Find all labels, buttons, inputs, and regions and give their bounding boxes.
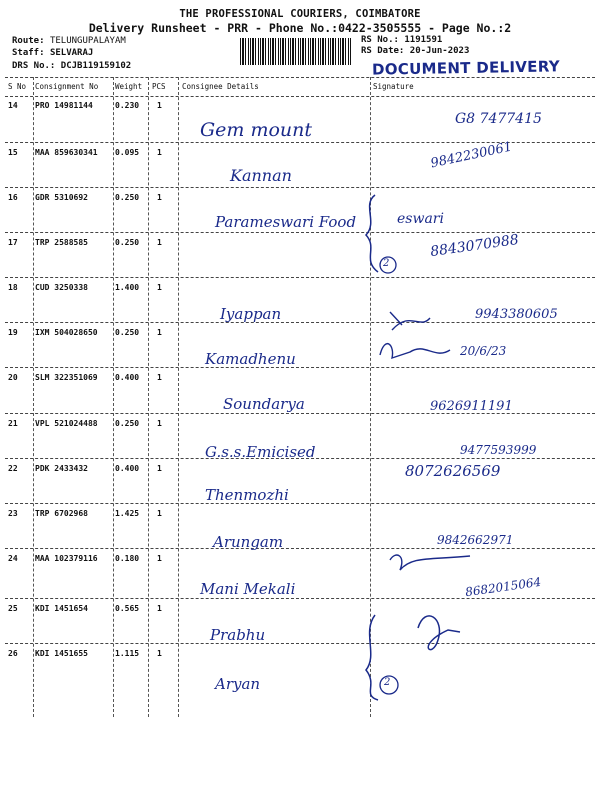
row-consignment: MAA 859630341: [35, 148, 98, 157]
row-pcs: 1: [157, 193, 162, 202]
row-sno: 20: [8, 373, 18, 382]
signature-phone: 9842662971: [437, 533, 514, 547]
signature-scribble: [380, 344, 450, 358]
rs-no-value: 1191591: [404, 35, 443, 45]
consignee-handwriting: Aryan: [215, 675, 261, 693]
row-weight: 1.425: [115, 509, 140, 518]
consignee-handwriting: Thenmozhi: [205, 486, 289, 504]
row-sno: 25: [8, 604, 18, 613]
row-sno: 17: [8, 238, 18, 247]
row-pcs: 1: [157, 554, 162, 563]
signature-phone: 9477593999: [460, 443, 537, 457]
brace-mark: [366, 615, 378, 700]
col-consignment: Consignment No: [35, 82, 99, 91]
row-sno: 18: [8, 283, 18, 292]
consignee-handwriting: Iyappan: [220, 305, 282, 323]
drs-value: DCJB119159102: [60, 61, 132, 71]
row-weight: 0.095: [115, 148, 140, 157]
count-note: 2: [384, 677, 391, 688]
rs-date-label: RS Date:: [361, 46, 405, 56]
row-consignment: PRO 14981144: [35, 101, 93, 110]
row-consignment: MAA 102379116: [35, 554, 98, 563]
row-weight: 0.180: [115, 554, 140, 563]
row-consignment: KDI 1451654: [35, 604, 88, 613]
row-sno: 15: [8, 148, 18, 157]
row-weight: 1.400: [115, 283, 140, 292]
row-consignment: IXM 504028650: [35, 328, 98, 337]
staff-value: SELVARAJ: [49, 48, 94, 58]
row-pcs: 1: [157, 101, 162, 110]
consignee-handwriting: Mani Mekali: [200, 580, 296, 598]
consignee-handwriting: Soundarya: [223, 395, 305, 413]
col-consignee: Consignee Details: [182, 82, 259, 91]
row-sno: 21: [8, 419, 18, 428]
consignee-handwriting: Parameswari Food: [215, 213, 357, 231]
row-sno: 22: [8, 464, 18, 473]
signature-phone: G8 7477415: [455, 111, 542, 127]
signature-phone: 9943380605: [475, 307, 558, 322]
col-signature: Signature: [373, 82, 414, 91]
col-sno: S No: [8, 82, 27, 91]
signature-phone: 9842230061: [429, 139, 514, 172]
row-sno: 16: [8, 193, 18, 202]
consignee-handwriting: G.s.s.Emicised: [205, 443, 316, 461]
row-weight: 0.250: [115, 238, 140, 247]
signature-phone: 8072626569: [405, 462, 501, 480]
staff-label: Staff:: [12, 48, 45, 58]
signature-phone: 9626911191: [430, 399, 513, 414]
row-sno: 26: [8, 649, 18, 658]
row-weight: 0.250: [115, 328, 140, 337]
row-sno: 24: [8, 554, 18, 563]
row-weight: 1.115: [115, 649, 140, 658]
row-weight: 0.250: [115, 419, 140, 428]
consignee-handwriting: Arungam: [213, 533, 284, 551]
signature-scribble: [390, 312, 430, 330]
route-label: Route:: [12, 36, 45, 46]
consignee-handwriting: Gem mount: [200, 119, 313, 141]
row-weight: 0.565: [115, 604, 140, 613]
row-consignment: GDR 5310692: [35, 193, 88, 202]
row-consignment: TRP 6702968: [35, 509, 88, 518]
row-consignment: TRP 2588585: [35, 238, 88, 247]
col-weight: Weight: [115, 82, 143, 91]
drs-label: DRS No.:: [12, 61, 56, 71]
row-pcs: 1: [157, 283, 162, 292]
row-pcs: 1: [157, 238, 162, 247]
company-name: THE PROFESSIONAL COURIERS, COIMBATORE: [179, 8, 421, 20]
row-pcs: 1: [157, 373, 162, 382]
row-pcs: 1: [157, 419, 162, 428]
row-pcs: 1: [157, 148, 162, 157]
row-pcs: 1: [157, 328, 162, 337]
row-consignment: PDK 2433432: [35, 464, 88, 473]
row-weight: 0.400: [115, 373, 140, 382]
row-weight: 0.250: [115, 193, 140, 202]
row-consignment: CUD 3250338: [35, 283, 88, 292]
signature-scribble: [390, 555, 470, 570]
row-weight: 0.230: [115, 101, 140, 110]
signature-date: 20/6/23: [460, 344, 507, 358]
consignee-handwriting: Kannan: [230, 166, 292, 185]
row-consignment: KDI 1451655: [35, 649, 88, 658]
row-consignment: VPL 521024488: [35, 419, 98, 428]
document-delivery-stamp: DOCUMENT DELIVERY: [371, 57, 561, 79]
signature-phone: 8843070988: [429, 231, 520, 261]
count-note: 2: [383, 258, 390, 269]
route-value: TELUNGUPALAYAM: [49, 36, 126, 46]
row-pcs: 1: [157, 509, 162, 518]
runsheet-title: Delivery Runsheet - PRR - Phone No.:0422-3505555 - Page No.:2: [88, 21, 512, 35]
col-pcs: PCS: [152, 82, 166, 91]
row-weight: 0.400: [115, 464, 140, 473]
rs-date-value: 20-Jun-2023: [409, 46, 470, 56]
row-pcs: 1: [157, 604, 162, 613]
row-sno: 23: [8, 509, 18, 518]
row-sno: 19: [8, 328, 18, 337]
rs-no-label: RS No.:: [361, 35, 399, 45]
row-sno: 14: [8, 101, 18, 110]
signature-phone: 8682015064: [464, 574, 542, 600]
row-consignment: SLM 322351069: [35, 373, 98, 382]
signature-scribble: eswari: [397, 211, 444, 227]
consignee-handwriting: Prabhu: [210, 626, 266, 644]
row-pcs: 1: [157, 464, 162, 473]
row-pcs: 1: [157, 649, 162, 658]
brace-mark: [366, 195, 378, 272]
consignee-handwriting: Kamadhenu: [205, 350, 296, 368]
signature-scribble: [418, 616, 460, 650]
